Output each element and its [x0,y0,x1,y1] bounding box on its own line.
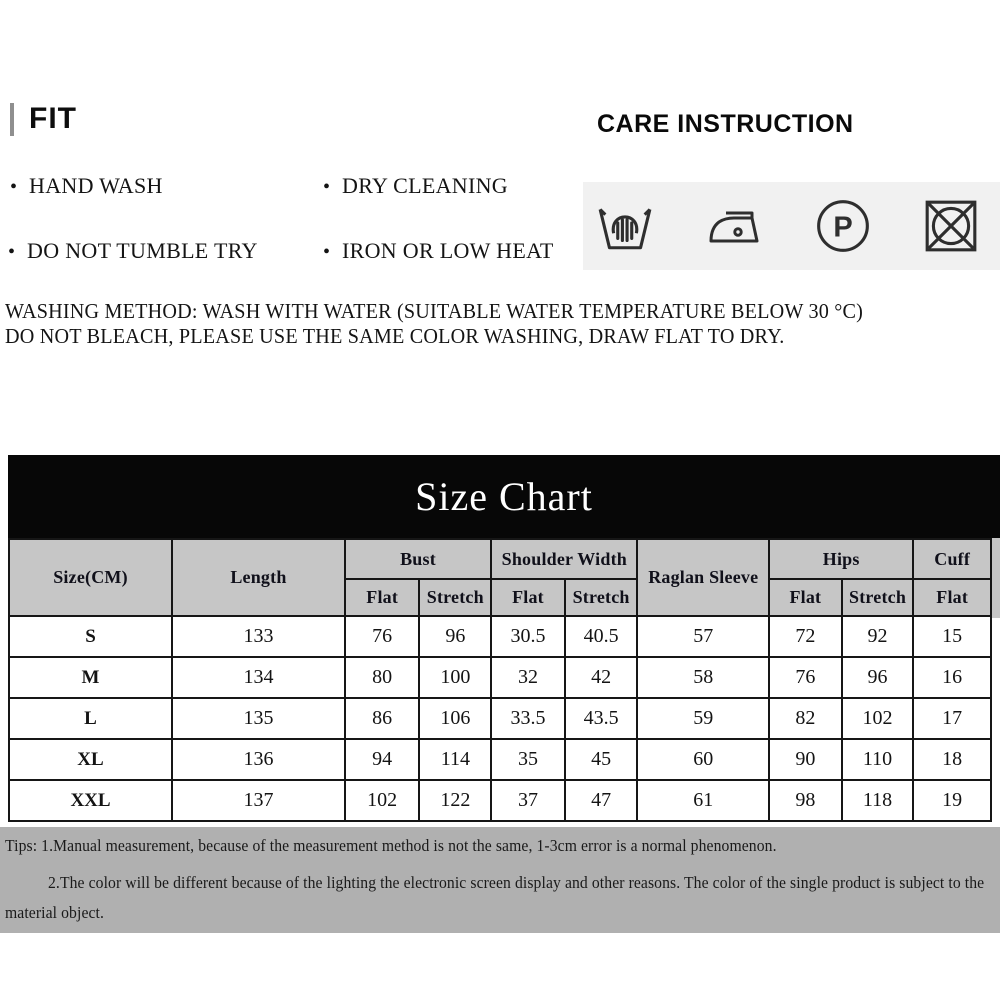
col-header-shoulder-width: Shoulder Width [491,539,637,579]
value-cell: 40.5 [565,616,638,657]
value-cell: 19 [913,780,991,821]
value-cell: 133 [172,616,345,657]
table-row [9,698,991,739]
fit-title: FIT [29,102,77,135]
do-not-tumble-dry-icon [922,197,980,255]
size-cell: S [9,616,172,657]
value-cell: 57 [637,616,769,657]
value-cell: 102 [842,698,914,739]
table-row [9,616,991,657]
value-cell: 82 [769,698,842,739]
tips-line-3: material object. [5,903,105,922]
care-instruction-title: CARE INSTRUCTION [597,110,854,138]
value-cell: 59 [637,698,769,739]
hand-wash-icon [596,197,654,255]
size-cell: M [9,657,172,698]
fit-section [10,102,77,136]
col-header-hips: Hips [769,539,913,579]
col-subheader-shoulder-stretch: Stretch [565,579,638,616]
value-cell: 35 [491,739,565,780]
value-cell: 60 [637,739,769,780]
value-cell: 32 [491,657,565,698]
bullet-item-dry-cleaning [323,173,508,199]
size-chart-title: Size Chart [415,474,593,519]
size-table-wrap [8,538,992,822]
value-cell: 96 [842,657,914,698]
value-cell: 122 [419,780,491,821]
value-cell: 110 [842,739,914,780]
value-cell: 43.5 [565,698,638,739]
bullet-label: HAND WASH [29,173,163,198]
col-subheader-shoulder-flat: Flat [491,579,565,616]
bullet-dot-icon: • [323,176,331,198]
size-cell: L [9,698,172,739]
bullet-dot-icon: • [323,241,331,263]
value-cell: 98 [769,780,842,821]
table-row [9,780,991,821]
size-chart-banner [8,455,1000,538]
value-cell: 136 [172,739,345,780]
value-cell: 92 [842,616,914,657]
col-header-length: Length [172,539,345,616]
bullet-dot-icon: • [8,241,16,263]
col-subheader-bust-stretch: Stretch [419,579,491,616]
value-cell: 30.5 [491,616,565,657]
bullet-item-do-not-tumble [8,238,258,264]
bullet-item-hand-wash [10,173,163,199]
washing-method-line-2: DO NOT BLEACH, PLEASE USE THE SAME COLOR WASHING, DRAW FLAT TO DRY. [5,324,785,348]
value-cell: 72 [769,616,842,657]
value-cell: 33.5 [491,698,565,739]
professional-dry-clean-icon [814,197,872,255]
value-cell: 106 [419,698,491,739]
size-cell: XL [9,739,172,780]
table-row [9,739,991,780]
col-subheader-hips-flat: Flat [769,579,842,616]
bullet-item-iron-low-heat [323,238,554,264]
washing-method-line-1: WASHING METHOD: WASH WITH WATER (SUITABLE WATER TEMPERATURE BELOW 30 °C) [5,299,864,323]
value-cell: 86 [345,698,420,739]
size-cell: XXL [9,780,172,821]
value-cell: 94 [345,739,420,780]
value-cell: 15 [913,616,991,657]
col-subheader-cuff-flat: Flat [913,579,991,616]
value-cell: 45 [565,739,638,780]
bullet-label: DO NOT TUMBLE TRY [27,238,258,263]
value-cell: 135 [172,698,345,739]
value-cell: 61 [637,780,769,821]
col-subheader-bust-flat: Flat [345,579,420,616]
col-header-cuff: Cuff [913,539,991,579]
value-cell: 76 [769,657,842,698]
col-header-raglan-sleeve: Raglan Sleeve [637,539,769,616]
bullet-label: IRON OR LOW HEAT [342,238,554,263]
value-cell: 37 [491,780,565,821]
iron-icon [704,198,764,254]
accent-bar [10,103,14,136]
value-cell: 58 [637,657,769,698]
value-cell: 16 [913,657,991,698]
tips-line-2: 2.The color will be different because of the lighting the electronic screen display and other reasons. The color of the single product is subject to the [48,873,985,892]
header-gray-bleed [992,538,1000,618]
value-cell: 96 [419,616,491,657]
value-cell: 80 [345,657,420,698]
value-cell: 47 [565,780,638,821]
care-icons-strip [583,182,1000,270]
washing-method-note [5,299,1000,349]
tips-panel [0,827,1000,933]
value-cell: 134 [172,657,345,698]
bullet-dot-icon: • [10,176,18,198]
col-header-bust: Bust [345,539,491,579]
value-cell: 18 [913,739,991,780]
col-subheader-hips-stretch: Stretch [842,579,914,616]
value-cell: 100 [419,657,491,698]
value-cell: 42 [565,657,638,698]
bullet-label: DRY CLEANING [342,173,508,198]
table-row [9,657,991,698]
value-cell: 114 [419,739,491,780]
col-header-size: Size(CM) [9,539,172,616]
value-cell: 118 [842,780,914,821]
value-cell: 90 [769,739,842,780]
tips-line-1: Tips: 1.Manual measurement, because of the measurement method is not the same, 1-3cm error is a normal phenomenon. [5,836,777,855]
svg-text:P: P [833,211,853,244]
size-table [8,538,992,822]
value-cell: 137 [172,780,345,821]
value-cell: 102 [345,780,420,821]
value-cell: 17 [913,698,991,739]
value-cell: 76 [345,616,420,657]
